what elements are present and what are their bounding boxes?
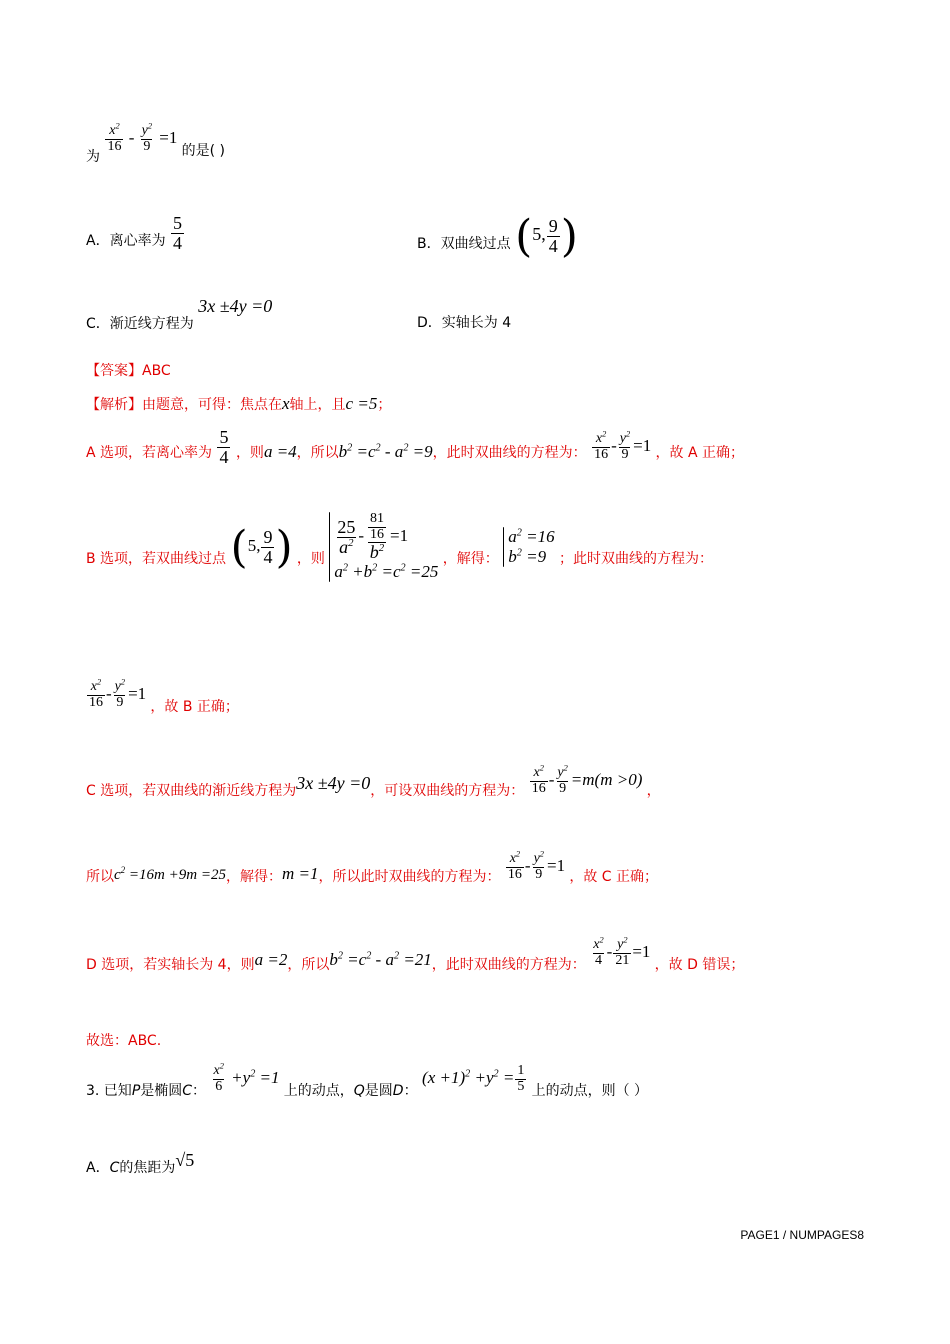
analysis-a-eccentricity: $\frac{5}{4}$: [219, 427, 229, 467]
analysis-label: 【解析】: [86, 397, 142, 413]
page-footer: PAGE1 / NUMPAGES8: [740, 1228, 864, 1242]
analysis-b-continuation: $\frac{x^2}{16}$ - $\frac{y^2}{9}$ =1 ，故 B 正确；: [86, 680, 239, 710]
analysis-b-equation: $\frac{x^2}{16}$ - $\frac{y^2}{9}$ =1: [89, 677, 147, 710]
analysis-intro: 【解析】由题意，可得：焦点在x轴上，且c =5；: [86, 394, 392, 413]
analysis-b-line: B 选项，若双曲线过点 (5, $\frac{9}{4}$ ) ，则 $\frac{25}{a^2}$ - $\frac{\frac{81}{16}}{b^2}$ =1 $a^2 +b^2 =c^2 =25$ ，解得： $a^2 =16$ $b^2 =9$ ；此时双曲线的方程为：: [86, 511, 714, 582]
analysis-a-line: A 选项，若离心率为 $\frac{5}{4}$ ，则a =4，所以$b^2 =c^2 - a^2 =9$，此时双曲线的方程为： $\frac{x^2}{16}$ - $\frac{y^2}{9}$ =1 ，故 A 正确；: [86, 427, 744, 467]
analysis-c-line: C 选项，若双曲线的渐近线方程为3x ±4y =0，可设双曲线的方程为： $\frac{x^2}{16}$ - $\frac{y^2}{9}$ =m(m >0) ，: [86, 763, 661, 800]
q3-circle-equation: $(x +1)^2 +y^2$ = $\frac{1}{5}$: [422, 1063, 525, 1094]
q2-equation: $\frac{x^2}{16}$ - $\frac{y^2}{9}$ =1: [107, 121, 178, 154]
q2-stem-suffix: 的是( ): [181, 143, 225, 160]
analysis-c2-line: 所以$c^2 =16m +9m =25$，解得：m =1，所以此时双曲线的方程为： $\frac{x^2}{16}$ - $\frac{y^2}{9}$ =1 ，故 C 正确；: [86, 849, 659, 886]
q3-option-a-value: √5: [175, 1150, 195, 1170]
q3-stem: 3. 已知P是椭圆C： $\frac{x^2}{6}$ $+y^2 =1$ 上的动点，Q是圆D： $(x +1)^2 +y^2$ = $\frac{1}{5}$ 上的动点，则（ ）: [86, 1061, 649, 1100]
option-c-expr: 3x ±4y =0: [198, 296, 273, 316]
analysis-b-result: $a^2 =16$ $b^2 =9$: [503, 527, 554, 567]
analysis-c2-expr: $c^2 =16m +9m =25$: [114, 865, 226, 884]
analysis-a-b2: $b^2 =c^2 - a^2 =9$: [338, 442, 433, 462]
analysis-a-equation: $\frac{x^2}{16}$ - $\frac{y^2}{9}$ =1: [594, 429, 652, 462]
answer-label: 【答案】: [86, 363, 142, 379]
analysis-d-b2: $b^2 =c^2 - a^2 =21$: [329, 950, 432, 970]
option-c-label: C．渐近线方程为: [86, 316, 194, 332]
analysis-c-equation: $\frac{x^2}{16}$ - $\frac{y^2}{9}$ =m(m >0): [531, 763, 643, 796]
option-a-label: A．离心率为: [86, 233, 166, 250]
q3-option-a: A．C的焦距为√5: [86, 1150, 195, 1176]
analysis-b-point: (5, $\frac{9}{4}$ ): [230, 521, 293, 573]
analysis-d-equation: $\frac{x^2}{4}$ - $\frac{y^2}{21}$ =1: [593, 935, 651, 968]
analysis-c2-equation: $\frac{x^2}{16}$ - $\frac{y^2}{9}$ =1: [507, 849, 566, 882]
option-a-fraction: $\frac{5}{4}$: [173, 213, 183, 253]
q2-stem-prefix: 为: [86, 149, 100, 166]
answer-value: ABC: [142, 363, 171, 379]
analysis-d-line: D 选项，若实轴长为 4，则a =2，所以$b^2 =c^2 - a^2 =21$，此时双曲线的方程为： $\frac{x^2}{4}$ - $\frac{y^2}{21}$ =1 ，故 D 错误；: [86, 935, 745, 974]
q2-stem: [86, 121, 225, 166]
analysis-b-system: $\frac{25}{a^2}$ - $\frac{\frac{81}{16}}{b^2}$ =1 $a^2 +b^2 =c^2 =25$: [329, 512, 438, 582]
q3-ellipse-equation: $\frac{x^2}{6}$ $+y^2 =1$: [213, 1061, 280, 1094]
option-b-point: (5, $\frac{9}{4}$ ): [515, 211, 578, 262]
q2-option-a: [86, 214, 185, 253]
q2-option-c: [86, 296, 273, 332]
q2-option-d: D．实轴长为 4: [417, 315, 512, 331]
analysis-conclusion: 故选：ABC.: [86, 1033, 162, 1049]
q2-option-b: [417, 211, 578, 262]
answer-line: [86, 360, 171, 380]
option-b-label: B．双曲线过点: [417, 236, 511, 253]
